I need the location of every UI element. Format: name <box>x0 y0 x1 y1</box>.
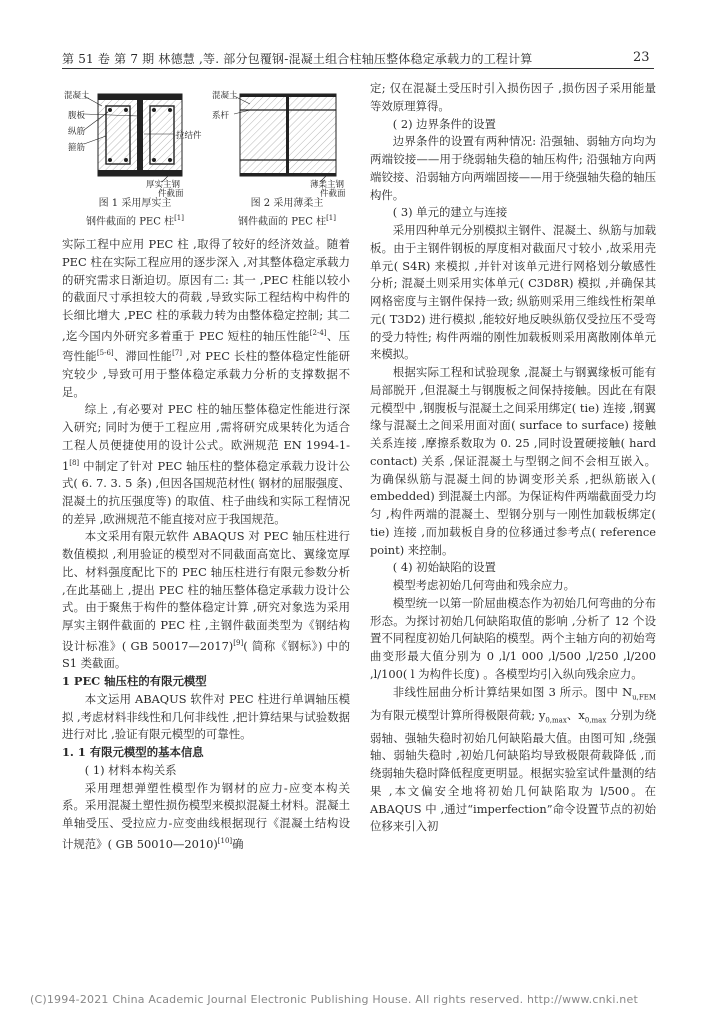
left-para-3: 本文采用有限元软件 ABAQUS 对 PEC 轴压柱进行数值模拟 ,利用验证的模型对不同截面高宽比、翼缘宽厚比、材料强度配比下的 PEC 轴压柱进行有限元参数分析 ,在此基础上 ,提出 PEC 柱的轴压整体稳定承载力设计公式。由于聚焦于构件的整体稳定计算 ,研究对象选为采用厚实主钢件截面的 PEC 柱 ,主钢件截面类型为《钢结构设计标准》( GB 50017—2017)[9]( 简称《钢标》) 中的 S1 类截面。 <box>62 529 350 671</box>
fig1-label-stirrup: 箍筋 <box>68 143 86 153</box>
figure-1-caption <box>70 196 200 229</box>
right-para-4: 根据实际工程和试验现象 ,混凝土与钢翼缘板可能有局部脱开 ,但混凝土与钢腹板之间保持接触。因此在有限元模型中 ,钢腹板与混凝土之间采用绑定( tie) 连接 ,钢翼缘与混凝土之间采用面对面( surface to surface) 接触关系连接 ,摩擦系数取为 0. 25 ,同时设置硬接触( hard contact) 关系 ,保证混凝土与型钢之间不会相互嵌入。为确保纵筋与混凝土间的协调变形关系 ,把纵筋嵌入( embedded) 到混凝土内部。为保证构件两端截面受力均匀 ,构件两端的混凝土、型钢分别与一刚性加载板绑定( tie) 连接 ,而加载板自身的位移通过参考点( reference point) 来控制。 <box>370 365 656 557</box>
subsection-material: ( 1) 材料本构关系 <box>84 762 177 777</box>
header-rule <box>62 68 654 69</box>
fig2-label-concrete: 混凝土 <box>212 91 238 101</box>
right-column <box>370 80 656 836</box>
fig1-caption-line1: 图 1 采用厚实主 <box>98 198 172 209</box>
left-para-2: 综上 ,有必要对 PEC 柱的轴压整体稳定性能进行深入研究; 同时为便于工程应用 ,需将研究成果转化为适合工程人员便捷使用的设计公式。欧洲规范 EN 1994-1-1[8] 中制定了针对 PEC 轴压柱的整体稳定承载力设计公式( 6. 7. 3. 5 条) ,但因各国规范材性( 钢材的屈服强度、混凝土的抗压强度等) 的取值、柱子曲线和实际工程情况的差异 ,欧洲规范不能直接对应于我国规范。 <box>62 402 350 526</box>
left-para-1: 实际工程中应用 PEC 柱 ,取得了较好的经济效益。随着 PEC 柱在实际工程应用的逐步深入 ,对其整体稳定承载力的研究需求日渐迫切。原因有二: 其一 ,PEC 柱能以较小的截面尺寸承担较大的荷载 ,导致实际工程结构中构件的长细比增大 ,PEC 柱的承载力转为由整体稳定控制; 其二 ,迄今国内外研究多着重于 PEC 短柱的轴压性能[2-4]、压弯性能[5-6]、滞回性能[7] ,对 PEC 长柱的整体稳定性能研究较少 ,导致可用于整体稳定承载力分析的支撑数据不足。 <box>62 237 350 399</box>
right-para-2: 边界条件的设置有两种情况: 沿强轴、弱轴方向均为两端铰接——用于绕弱轴失稳的轴压构件; 沿强轴方向两端铰接、沿弱轴方向两端固接——用于绕强轴失稳的轴压构件。 <box>370 134 656 202</box>
fig1-caption-line2: 钢件截面的 PEC 柱[1] <box>86 214 184 228</box>
right-para-5: 模型考虑初始几何弯曲和残余应力。 <box>392 578 576 592</box>
fig1-label-steel-2: 件截面 <box>158 189 184 199</box>
right-para-7: 非线性屈曲分析计算结果如图 3 所示。图中 $N_{u,FEM}$ 为有限元模型计算所得极限荷载; $y_{0,max}$、$x_{0,max}$ 分别为绕弱轴、强轴失稳时初始几何缺陷最大值。由图可知 ,绕强轴、弱轴失稳时 ,初始几何缺陷均导致极限荷载降低 ,而绕弱轴失稳时降低程度更明显。根据实验室试件量测的结果 ,本文偏安全地将初始几何缺陷取为 l/500。在 ABAQUS 中 ,通过“imperfection”命令设置节点的初始位移来引入初 <box>370 684 656 834</box>
fig1-label-concrete: 混凝土 <box>64 91 90 101</box>
fig2-caption-line1: 图 2 采用薄柔主 <box>250 198 324 209</box>
subsection-imperfection: ( 4) 初始缺陷的设置 <box>392 560 496 575</box>
running-header: 第 51 卷 第 7 期 林德慧 ,等. 部分包覆钢-混凝土组合柱轴压整体稳定承载力的工程计算 <box>62 52 533 66</box>
subsection-boundary: ( 2) 边界条件的设置 <box>392 116 496 131</box>
figure-2-caption <box>222 196 352 229</box>
fig2-label-steel: 薄柔主钢 <box>310 180 345 190</box>
page-number: 23 <box>633 50 650 65</box>
fig1-label-tie: 拉结件 <box>176 131 202 141</box>
left-column <box>62 236 350 853</box>
fig1-label-rebar: 纵筋 <box>68 127 86 137</box>
figure-1 <box>62 86 212 199</box>
fig2-label-steel-2: 件截面 <box>320 189 346 199</box>
section-1-1-heading: 1. 1 有限元模型的基本信息 <box>62 745 204 760</box>
right-para-1: 定; 仅在混凝土受压时引入损伤因子 ,损伤因子采用能量等效原理算得。 <box>370 81 656 113</box>
left-para-4: 本文运用 ABAQUS 软件对 PEC 柱进行单调轴压模拟 ,考虑材料非线性和几何非线性 ,把计算结果与试验数据进行对比 ,验证有限元模型的可靠性。 <box>62 691 350 742</box>
section-1-heading: 1 PEC 轴压柱的有限元模型 <box>62 674 207 689</box>
cnki-footer: (C)1994-2021 China Academic Journal Electronic Publishing House. All rights reserved. http://www.cnki.net <box>30 993 638 1006</box>
fig2-caption-line2: 钢件截面的 PEC 柱[1] <box>238 214 336 228</box>
subsection-elements: ( 3) 单元的建立与连接 <box>392 205 508 220</box>
right-para-6: 模型统一以第一阶屈曲模态作为初始几何弯曲的分布形态。为探讨初始几何缺陷取值的影响 ,分析了 12 个设置不同程度初始几何缺陷的模型。两个主轴方向的初始弯曲变形最大值分别为 0 ,l/1 000 ,l/500 ,l/250 ,l/200 ,l/100( l 为构件长度) 。各模型均引入纵向残余应力。 <box>370 595 656 681</box>
left-para-5: 采用理想弹塑性模型作为钢材的应力-应变本构关系。采用混凝土塑性损伤模型来模拟混凝土材料。混凝土单轴受压、受拉应力-应变曲线根据现行《混凝土结构设计规范》( GB 50010—2010)[10]确 <box>62 780 350 851</box>
fig1-label-steel: 厚实主钢 <box>146 180 181 190</box>
fig1-label-web: 腹板 <box>68 111 86 121</box>
figure-2 <box>210 86 360 199</box>
right-para-3: 采用四种单元分别模拟主钢件、混凝土、纵筋与加载板。由于主钢件钢板的厚度相对截面尺寸较小 ,故采用壳单元( S4R) 来模拟 ,并针对该单元进行网格划分敏感性分析; 混凝土则采用实体单元( C3D8R) 模拟 ,并确保其网格密度与主钢件保持一致; 纵筋则采用三维线性桁架单元( T3D2) 进行模拟 ,能较好地反映纵筋仅受拉压不受弯的受力特性; 构件两端的刚性加载板则采用离散刚体单元来模拟。 <box>370 223 656 362</box>
fig2-label-ribs: 系杆 <box>212 111 230 121</box>
